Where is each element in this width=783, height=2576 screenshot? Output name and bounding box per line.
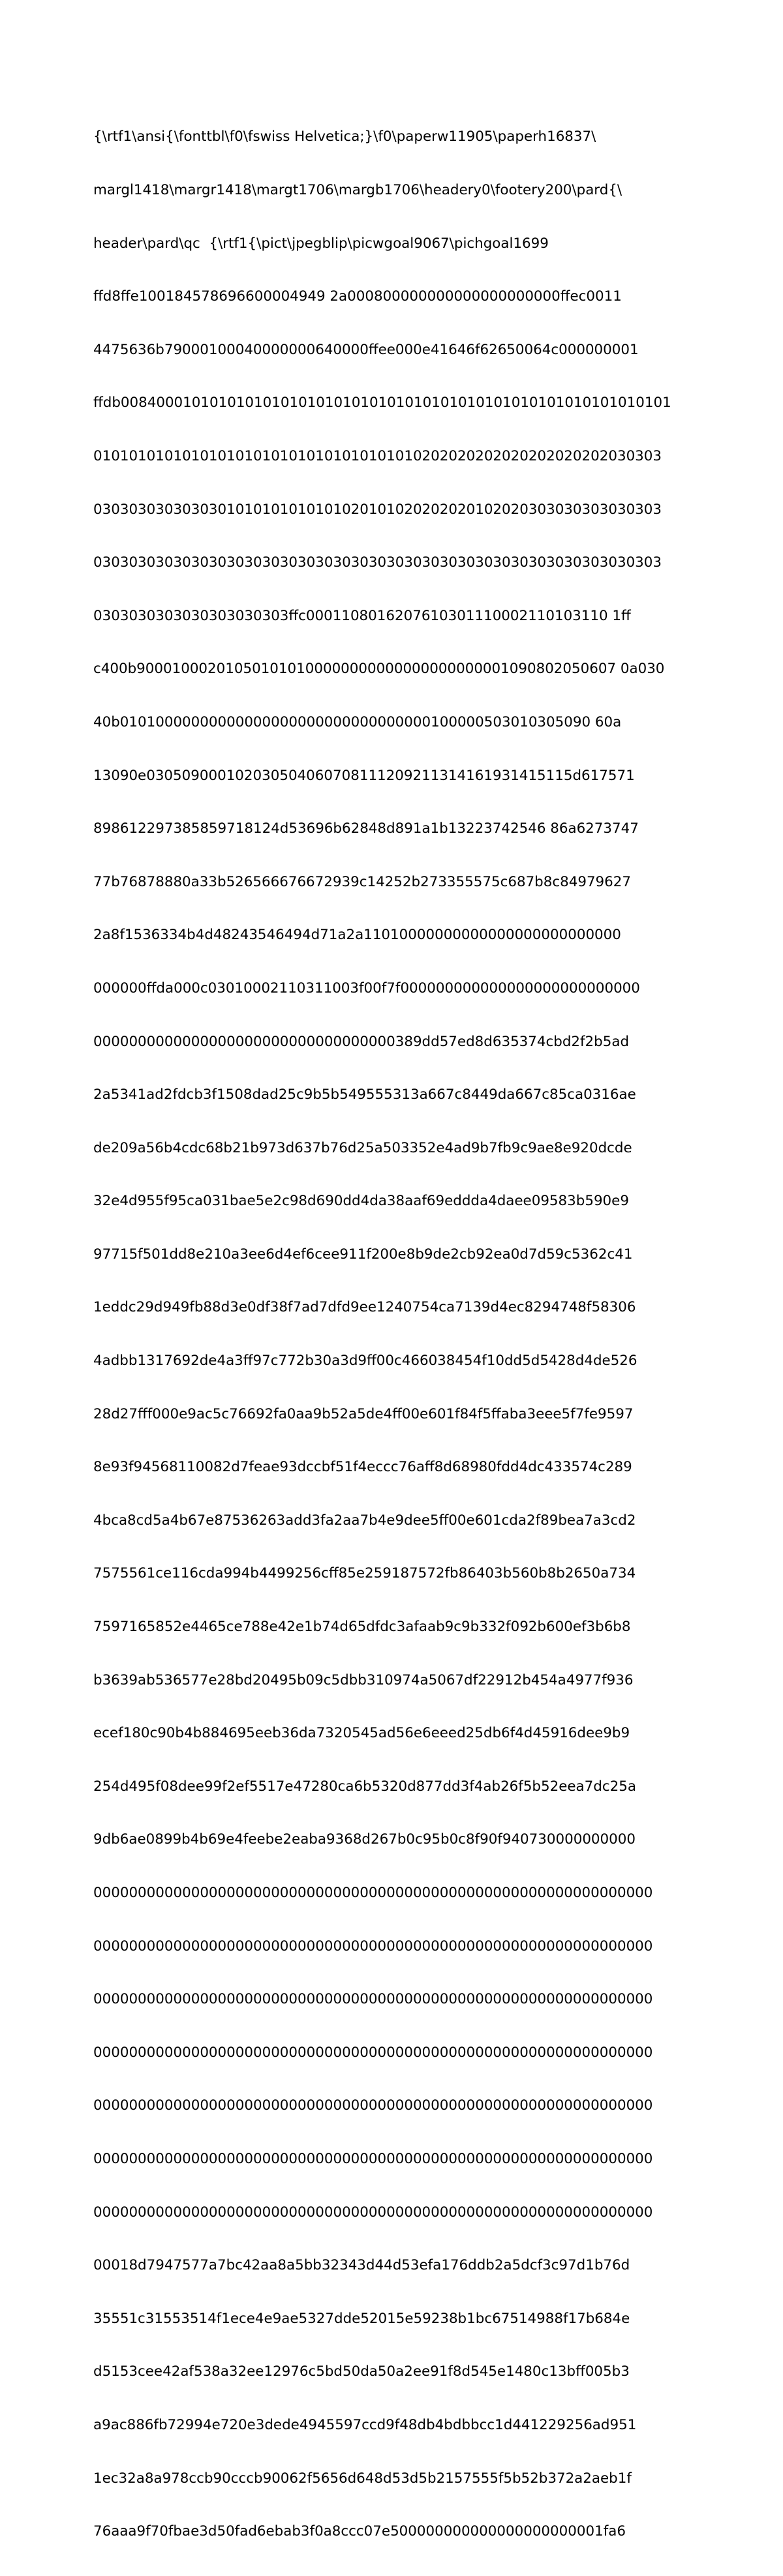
text-line: ffd8ffe100184578696600004949 2a000800000000000000000000ffec0011 — [93, 288, 622, 305]
text-line: 7597165852e4465ce788e42e1b74d65dfdc3afaab9c9b332f092b600ef3b6b8 — [93, 1619, 631, 1636]
text-line: 0303030303030301010101010101020101020202020102020303030303030303 — [93, 501, 662, 518]
text-line: 28d27fff000e9ac5c76692fa0aa9b52a5de4ff00e601f84f5ffaba3eee5f7fe9597 — [93, 1405, 634, 1422]
text-line: 000000ffda000c03010002110311003f00f7f000000000000000000000000000 — [93, 980, 640, 996]
text-line: 0303030303030303030303030303030303030303030303030303030303030303 — [93, 554, 662, 571]
text-line: ecef180c90b4b884695eeb36da7320545ad56e6eeed25db6f4d45916dee9b9 — [93, 1725, 630, 1742]
text-line: 35551c31553514f1ece4e9ae5327dde52015e59238b1bc67514988f17b684e — [93, 2310, 630, 2327]
text-line: 8e93f94568110082d7feae93dccbf51f4eccc76aff8d68980fdd4dc433574c289 — [93, 1459, 632, 1476]
text-line: 40b01010000000000000000000000000000000100000503010305090 60a — [93, 713, 622, 730]
text-line: ffdb00840001010101010101010101010101010101010101010101010101010101 — [93, 395, 671, 412]
text-line: 00018d7947577a7bc42aa8a5bb32343d44d53efa176ddb2a5dcf3c97d1b76d — [93, 2257, 630, 2274]
text-line: {\rtf1\ansi{\fonttbl\f0\fswiss Helvetica;}\f0\paperw11905\paperh16837\ — [93, 128, 596, 145]
text-line: 000000000000000000000000000000000000000000000000000000000000000 — [93, 2044, 653, 2061]
text-line: 000000000000000000000000000000000000000000000000000000000000000 — [93, 2150, 653, 2167]
text-line: 9db6ae0899b4b69e4feebe2eaba9368d267b0c95b0c8f90f940730000000000 — [93, 1831, 636, 1848]
text-line: 898612297385859718124d53696b62848d891a1b13223742546 86a6273747 — [93, 820, 639, 837]
text-line: 000000000000000000000000000000000000000000000000000000000000000 — [93, 2097, 653, 2114]
text-line: 4bca8cd5a4b67e87536263add3fa2aa7b4e9dee5ff00e601cda2f89bea7a3cd2 — [93, 1512, 636, 1529]
text-line: 000000000000000000000000000000000000000000000000000000000000000 — [93, 1885, 653, 1901]
text-line: 2a5341ad2fdcb3f1508dad25c9b5b549555313a667c8449da667c85ca0316ae — [93, 1086, 636, 1103]
text-line: 000000000000000000000000000000000000000000000000000000000000000 — [93, 1938, 653, 1954]
text-line: 7575561ce116cda994b4499256cff85e259187572fb86403b560b8b2650a734 — [93, 1565, 636, 1582]
text-line: a9ac886fb72994e720e3dede4945597ccd9f48db4bdbbcc1d441229256ad951 — [93, 2416, 637, 2433]
text-line: 4475636b79000100040000000640000ffee000e41646f62650064c000000001 — [93, 341, 639, 358]
text-line: 0000000000000000000000000000000000389dd57ed8d635374cbd2f2b5ad — [93, 1033, 630, 1050]
text-line: 76aaa9f70fbae3d50fad6ebab3f0a8ccc07e500000000000000000000001fa6 — [93, 2523, 626, 2540]
text-line: 1ec32a8a978ccb90cccb90062f5656d648d53d5b2157555f5b52b372a2aeb1f — [93, 2470, 632, 2487]
text-line: b3639ab536577e28bd20495b09c5dbb310974a5067df22912b454a4977f936 — [93, 1671, 634, 1688]
text-line: 254d495f08dee99f2ef5517e47280ca6b5320d877dd3f4ab26f5b52eea7dc25a — [93, 1778, 636, 1795]
text-line: 32e4d955f95ca031bae5e2c98d690dd4da38aaf69eddda4daee09583b590e9 — [93, 1193, 629, 1210]
text-line: 2a8f1536334b4d48243546494d71a2a11010000000000000000000000000 — [93, 927, 621, 944]
text-line: 000000000000000000000000000000000000000000000000000000000000000 — [93, 2204, 653, 2221]
text-line: de209a56b4cdc68b21b973d637b76d25a503352e4ad9b7fb9c9ae8e920dcde — [93, 1139, 632, 1156]
text-line: 13090e030509000102030504060708111209211314161931415115d617571 — [93, 767, 635, 784]
text-line: 0101010101010101010101010101010101010202020202020202020202030303 — [93, 447, 662, 464]
text-line: 97715f501dd8e210a3ee6d4ef6cee911f200e8b9de2cb92ea0d7d59c5362c41 — [93, 1246, 633, 1263]
text-line: 000000000000000000000000000000000000000000000000000000000000000 — [93, 1991, 653, 2008]
rtf-source-text — [93, 93, 707, 2576]
text-line: 1eddc29d949fb88d3e0df38f7ad7dfd9ee1240754ca7139d4ec8294748f58306 — [93, 1299, 636, 1316]
text-line: margl1418\margr1418\margt1706\margb1706\headery0\footery200\pard{\ — [93, 182, 622, 198]
text-line: 4adbb1317692de4a3ff97c772b30a3d9ff00c466038454f10dd5d5428d4de526 — [93, 1353, 637, 1370]
text-line: 0303030303030303030303ffc0001108016207610301110002110103110 1ff — [93, 607, 631, 624]
text-line: 77b76878880a33b526566676672939c14252b273355575c687b8c84979627 — [93, 873, 631, 890]
text-line: d5153cee42af538a32ee12976c5bd50da50a2ee91f8d545e1480c13bff005b3 — [93, 2363, 630, 2380]
text-line: header\pard\qc {\rtf1{\pict\jpegblip\picwgoal9067\pichgoal1699 — [93, 235, 549, 252]
text-line: c400b900010002010501010100000000000000000000001090802050607 0a030 — [93, 661, 665, 678]
